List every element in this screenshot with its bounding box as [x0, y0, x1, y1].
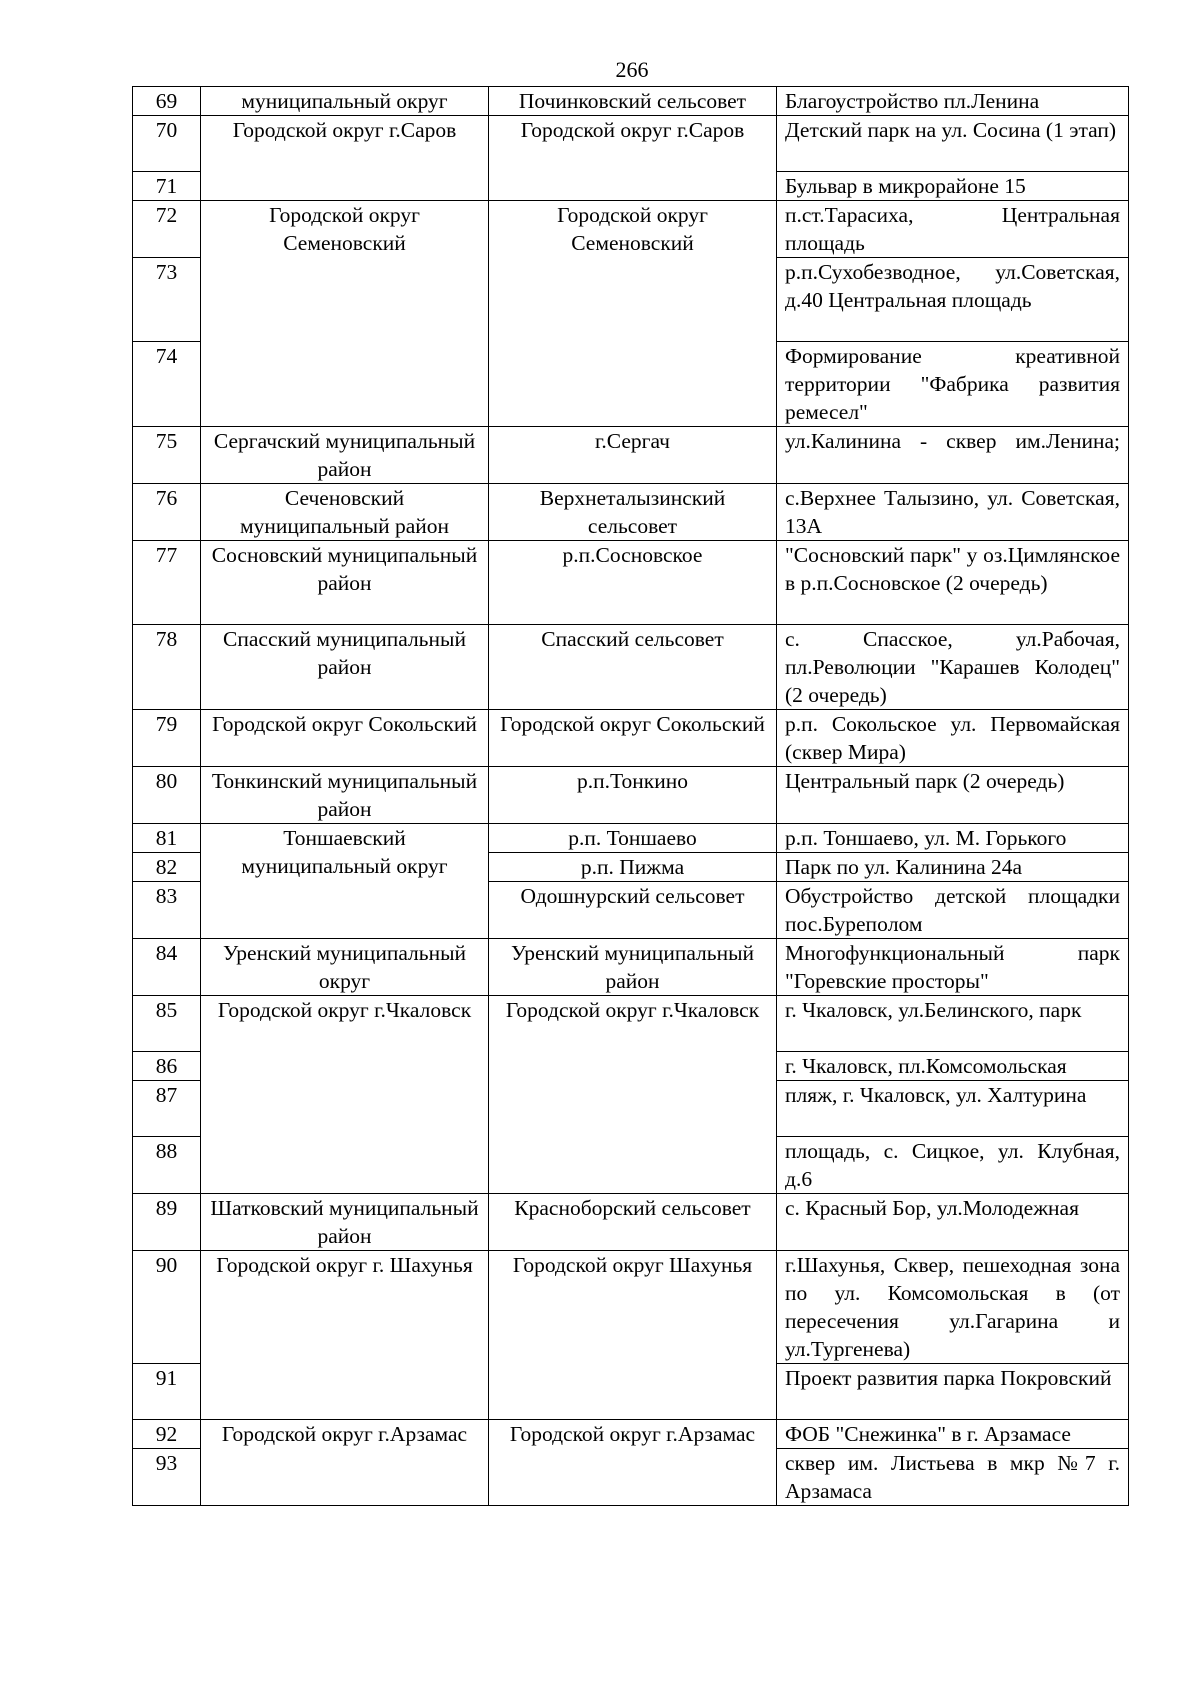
settlement-cell: Одошнурский сельсовет [489, 882, 777, 939]
row-number: 80 [133, 767, 201, 824]
municipality-cell: Сеченовский муниципальный район [201, 484, 489, 541]
table-row [133, 939, 1129, 996]
table-row [133, 1251, 1129, 1364]
table-row [133, 201, 1129, 258]
object-cell: р.п.Сухобезводное, ул.Советская, д.40 Центральная площадь [777, 258, 1129, 342]
row-number: 70 [133, 116, 201, 172]
table-row [133, 116, 1129, 172]
row-number: 87 [133, 1081, 201, 1137]
row-number: 75 [133, 427, 201, 484]
object-cell: п.ст.Тарасиха, Центральная площадь [777, 201, 1129, 258]
municipality-cell: Шатковский муниципальный район [201, 1194, 489, 1251]
settlement-cell: р.п. Пижма [489, 853, 777, 882]
row-number: 88 [133, 1137, 201, 1194]
row-number: 69 [133, 87, 201, 116]
row-number: 93 [133, 1449, 201, 1506]
settlement-cell: р.п.Сосновское [489, 541, 777, 625]
object-cell: Парк по ул. Калинина 24а [777, 853, 1129, 882]
municipality-cell: Тонкинский муниципальный район [201, 767, 489, 824]
row-number: 85 [133, 996, 201, 1052]
row-number: 72 [133, 201, 201, 258]
settlement-cell: Спасский сельсовет [489, 625, 777, 710]
object-cell: Детский парк на ул. Сосина (1 этап) [777, 116, 1129, 172]
municipality-cell: Сергачский муниципальный район [201, 427, 489, 484]
settlement-cell: Городской округ г.Чкаловск [489, 996, 777, 1194]
row-number: 86 [133, 1052, 201, 1081]
object-cell: сквер им. Листьева в мкр №7 г. Арзамаса [777, 1449, 1129, 1506]
object-cell: Многофункциональный парк "Горевские просторы" [777, 939, 1129, 996]
object-cell: р.п. Сокольское ул. Первомайская (сквер Мира) [777, 710, 1129, 767]
object-cell: "Сосновский парк" у оз.Цимлянское в р.п.Сосновское (2 очередь) [777, 541, 1129, 625]
municipality-cell: муниципальный округ [201, 87, 489, 116]
settlement-cell: Верхнеталызинский сельсовет [489, 484, 777, 541]
municipality-cell: Городской округ Семеновский [201, 201, 489, 427]
objects-table [132, 86, 1129, 1506]
row-number: 91 [133, 1364, 201, 1420]
municipality-cell: Городской округ г.Чкаловск [201, 996, 489, 1194]
table-row [133, 427, 1129, 484]
row-number: 81 [133, 824, 201, 853]
object-cell: площадь, с. Сицкое, ул. Клубная, д.6 [777, 1137, 1129, 1194]
settlement-cell: Красноборский сельсовет [489, 1194, 777, 1251]
row-number: 83 [133, 882, 201, 939]
settlement-cell: р.п. Тоншаево [489, 824, 777, 853]
settlement-cell: р.п.Тонкино [489, 767, 777, 824]
object-cell: г.Шахунья, Сквер, пешеходная зона по ул. Комсомольская в (от пересечения ул.Гагарина и ул.Тургенева) [777, 1251, 1129, 1364]
row-number: 90 [133, 1251, 201, 1364]
row-number: 79 [133, 710, 201, 767]
page-number: 266 [615, 57, 649, 82]
object-cell: Центральный парк (2 очередь) [777, 767, 1129, 824]
object-cell: Бульвар в микрорайоне 15 [777, 172, 1129, 201]
row-number: 82 [133, 853, 201, 882]
settlement-cell: Починковский сельсовет [489, 87, 777, 116]
municipality-cell: Уренский муниципальный округ [201, 939, 489, 996]
table-row [133, 541, 1129, 625]
table-row [133, 767, 1129, 824]
settlement-cell: Городской округ г.Арзамас [489, 1420, 777, 1506]
object-cell: г. Чкаловск, ул.Белинского, парк [777, 996, 1129, 1052]
object-cell: с. Красный Бор, ул.Молодежная [777, 1194, 1129, 1251]
row-number: 78 [133, 625, 201, 710]
row-number: 92 [133, 1420, 201, 1449]
row-number: 84 [133, 939, 201, 996]
municipality-cell: Сосновский муниципальный район [201, 541, 489, 625]
row-number: 76 [133, 484, 201, 541]
table-row [133, 87, 1129, 116]
table-row [133, 710, 1129, 767]
row-number: 74 [133, 342, 201, 427]
row-number: 73 [133, 258, 201, 342]
object-cell: Формирование креативной территории "Фабрика развития ремесел" [777, 342, 1129, 427]
object-cell: с.Верхнее Талызино, ул. Советская, 13А [777, 484, 1129, 541]
object-cell: с. Спасское, ул.Рабочая, пл.Революции "Карашев Колодец" (2 очередь) [777, 625, 1129, 710]
settlement-cell: Городской округ г.Саров [489, 116, 777, 201]
table-row [133, 484, 1129, 541]
municipality-cell: Тоншаевский муниципальный округ [201, 824, 489, 939]
table-row [133, 1194, 1129, 1251]
object-cell: ФОБ "Снежинка" в г. Арзамасе [777, 1420, 1129, 1449]
table-row [133, 1420, 1129, 1449]
object-cell: Обустройство детской площадки пос.Бурепoлом [777, 882, 1129, 939]
row-number: 71 [133, 172, 201, 201]
object-cell: пляж, г. Чкаловск, ул. Халтурина [777, 1081, 1129, 1137]
municipality-cell: Городской округ г.Арзамас [201, 1420, 489, 1506]
municipality-cell: Спасский муниципальный район [201, 625, 489, 710]
table-row [133, 625, 1129, 710]
settlement-cell: Городской округ Семеновский [489, 201, 777, 427]
settlement-cell: Городской округ Сокольский [489, 710, 777, 767]
object-cell: Проект развития парка Покровский [777, 1364, 1129, 1420]
object-cell: р.п. Тоншаево, ул. М. Горького [777, 824, 1129, 853]
settlement-cell: г.Сергач [489, 427, 777, 484]
table-row [133, 996, 1129, 1052]
object-cell: г. Чкаловск, пл.Комсомольская [777, 1052, 1129, 1081]
row-number: 77 [133, 541, 201, 625]
settlement-cell: Уренский муниципальный район [489, 939, 777, 996]
table-row [133, 824, 1129, 853]
municipality-cell: Городской округ г.Саров [201, 116, 489, 201]
object-cell: Благоустройство пл.Ленина [777, 87, 1129, 116]
object-cell: ул.Калинина - сквер им.Ленина; [777, 427, 1129, 484]
row-number: 89 [133, 1194, 201, 1251]
settlement-cell: Городской округ Шахунья [489, 1251, 777, 1420]
municipality-cell: Городской округ г. Шахунья [201, 1251, 489, 1420]
municipality-cell: Городской округ Сокольский [201, 710, 489, 767]
